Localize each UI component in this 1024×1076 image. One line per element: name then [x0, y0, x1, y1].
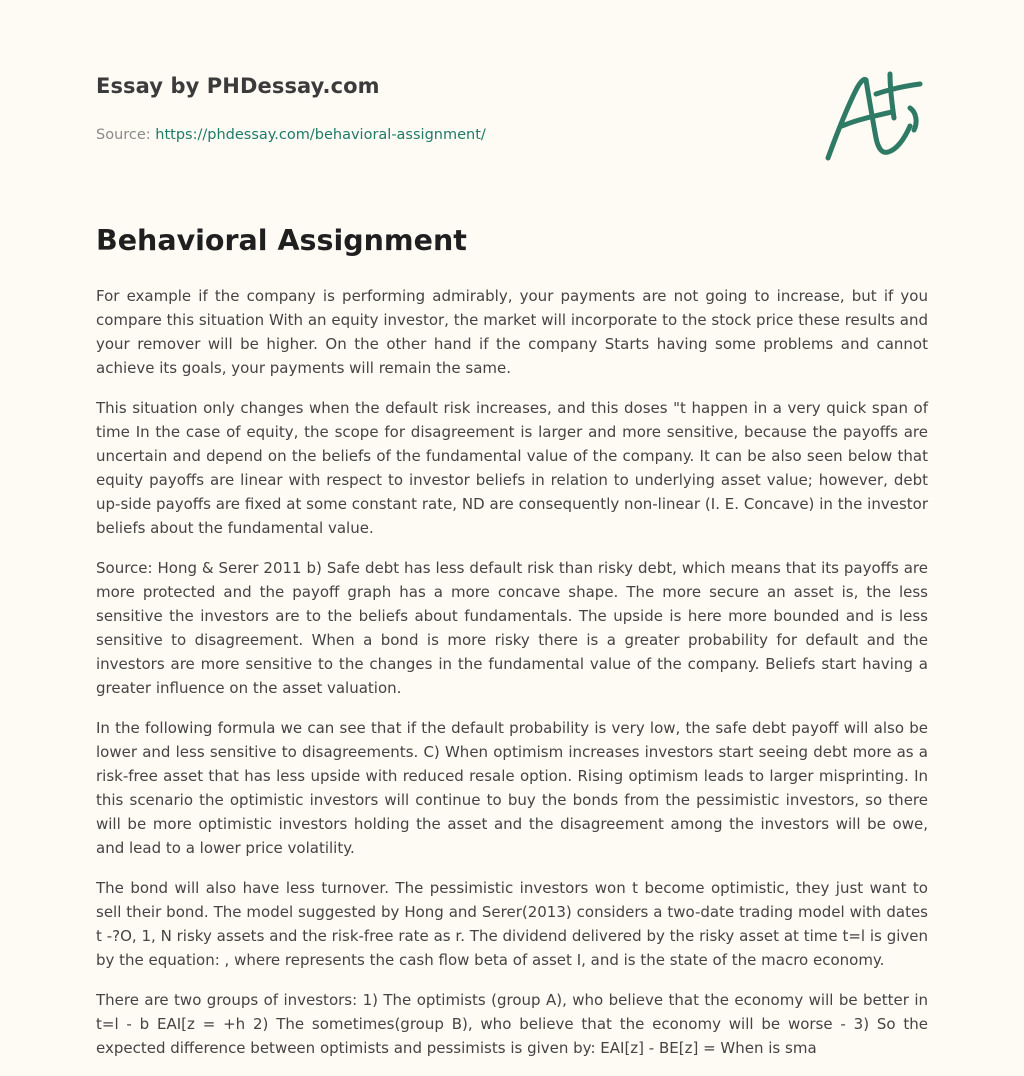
- source-line: [96, 127, 928, 143]
- source-link[interactable]: https://phdessay.com/behavioral-assignment/: [155, 127, 486, 143]
- essay-paragraph: Source: Hong & Serer 2011 b) Safe debt has less default risk than risky debt, which means that its payoffs are more protected and the payoff graph has a more concave shape. The more secure an asset is, the less sensitive the investors are to the beliefs about fundamentals. The upside is here more bounded and is less sensitive to disagreement. When a bond is more risky there is a greater probability for default and the investors are more sensitive to the changes in the fundamental value of the company. Beliefs start having a greater influence on the asset valuation.: [96, 559, 928, 697]
- essay-paragraph: There are two groups of investors: 1) The optimists (group A), who believe that the economy will be better in t=l - b EAI[z = +h 2) The sometimes(group B), who believe that the economy will be worse - 3) So the expected difference between optimists and pessimists is given by: EAI[z] - BE[z] = When is sma: [96, 991, 928, 1057]
- a-plus-logo-icon: [822, 68, 926, 164]
- header: [96, 74, 928, 143]
- essay-body: [96, 284, 928, 1076]
- essay-paragraph: For example if the company is performing admirably, your payments are not going to increase, but if you compare this situation With an equity investor, the market will incorporate to the stock price these results and your remover will be higher. On the other hand if the company Starts having some problems and cannot achieve its goals, your payments will remain the same.: [96, 287, 928, 377]
- essay-paragraph: The bond will also have less turnover. The pessimistic investors won t become optimistic, they just want to sell their bond. The model suggested by Hong and Serer(2013) considers a two-date trading model with dates t -?O, 1, N risky assets and the risk-free rate as r. The dividend delivered by the risky asset at time t=l is given by the equation: , where represents the cash flow beta of asset I, and is the state of the macro economy.: [96, 879, 928, 969]
- essay-paragraph: This situation only changes when the default risk increases, and this doses "t happen in a very quick span of time In the case of equity, the scope for disagreement is larger and more sensitive, because the payoffs are uncertain and depend on the beliefs of the fundamental value of the company. It can be also seen below that equity payoffs are linear with respect to investor beliefs in relation to underlying asset value; however, debt up-side payoffs are fixed at some constant rate, ND are consequently non-linear (I. E. Concave) in the investor beliefs about the fundamental value.: [96, 399, 928, 537]
- essay-title: Behavioral Assignment: [96, 224, 467, 257]
- source-label: Source:: [96, 127, 156, 143]
- site-brand: Essay by PHDessay.com: [96, 74, 380, 98]
- essay-paragraph: In the following formula we can see that if the default probability is very low, the safe debt payoff will also be lower and less sensitive to disagreements. C) When optimism increases investors start seeing debt more as a risk-free asset that has less upside with reduced resale option. Rising optimism leads to larger misprinting. In this scenario the optimistic investors will continue to buy the bonds from the pessimistic investors, so there will be more optimistic investors holding the asset and the disagreement among the investors will be owe, and lead to a lower price volatility.: [96, 719, 928, 857]
